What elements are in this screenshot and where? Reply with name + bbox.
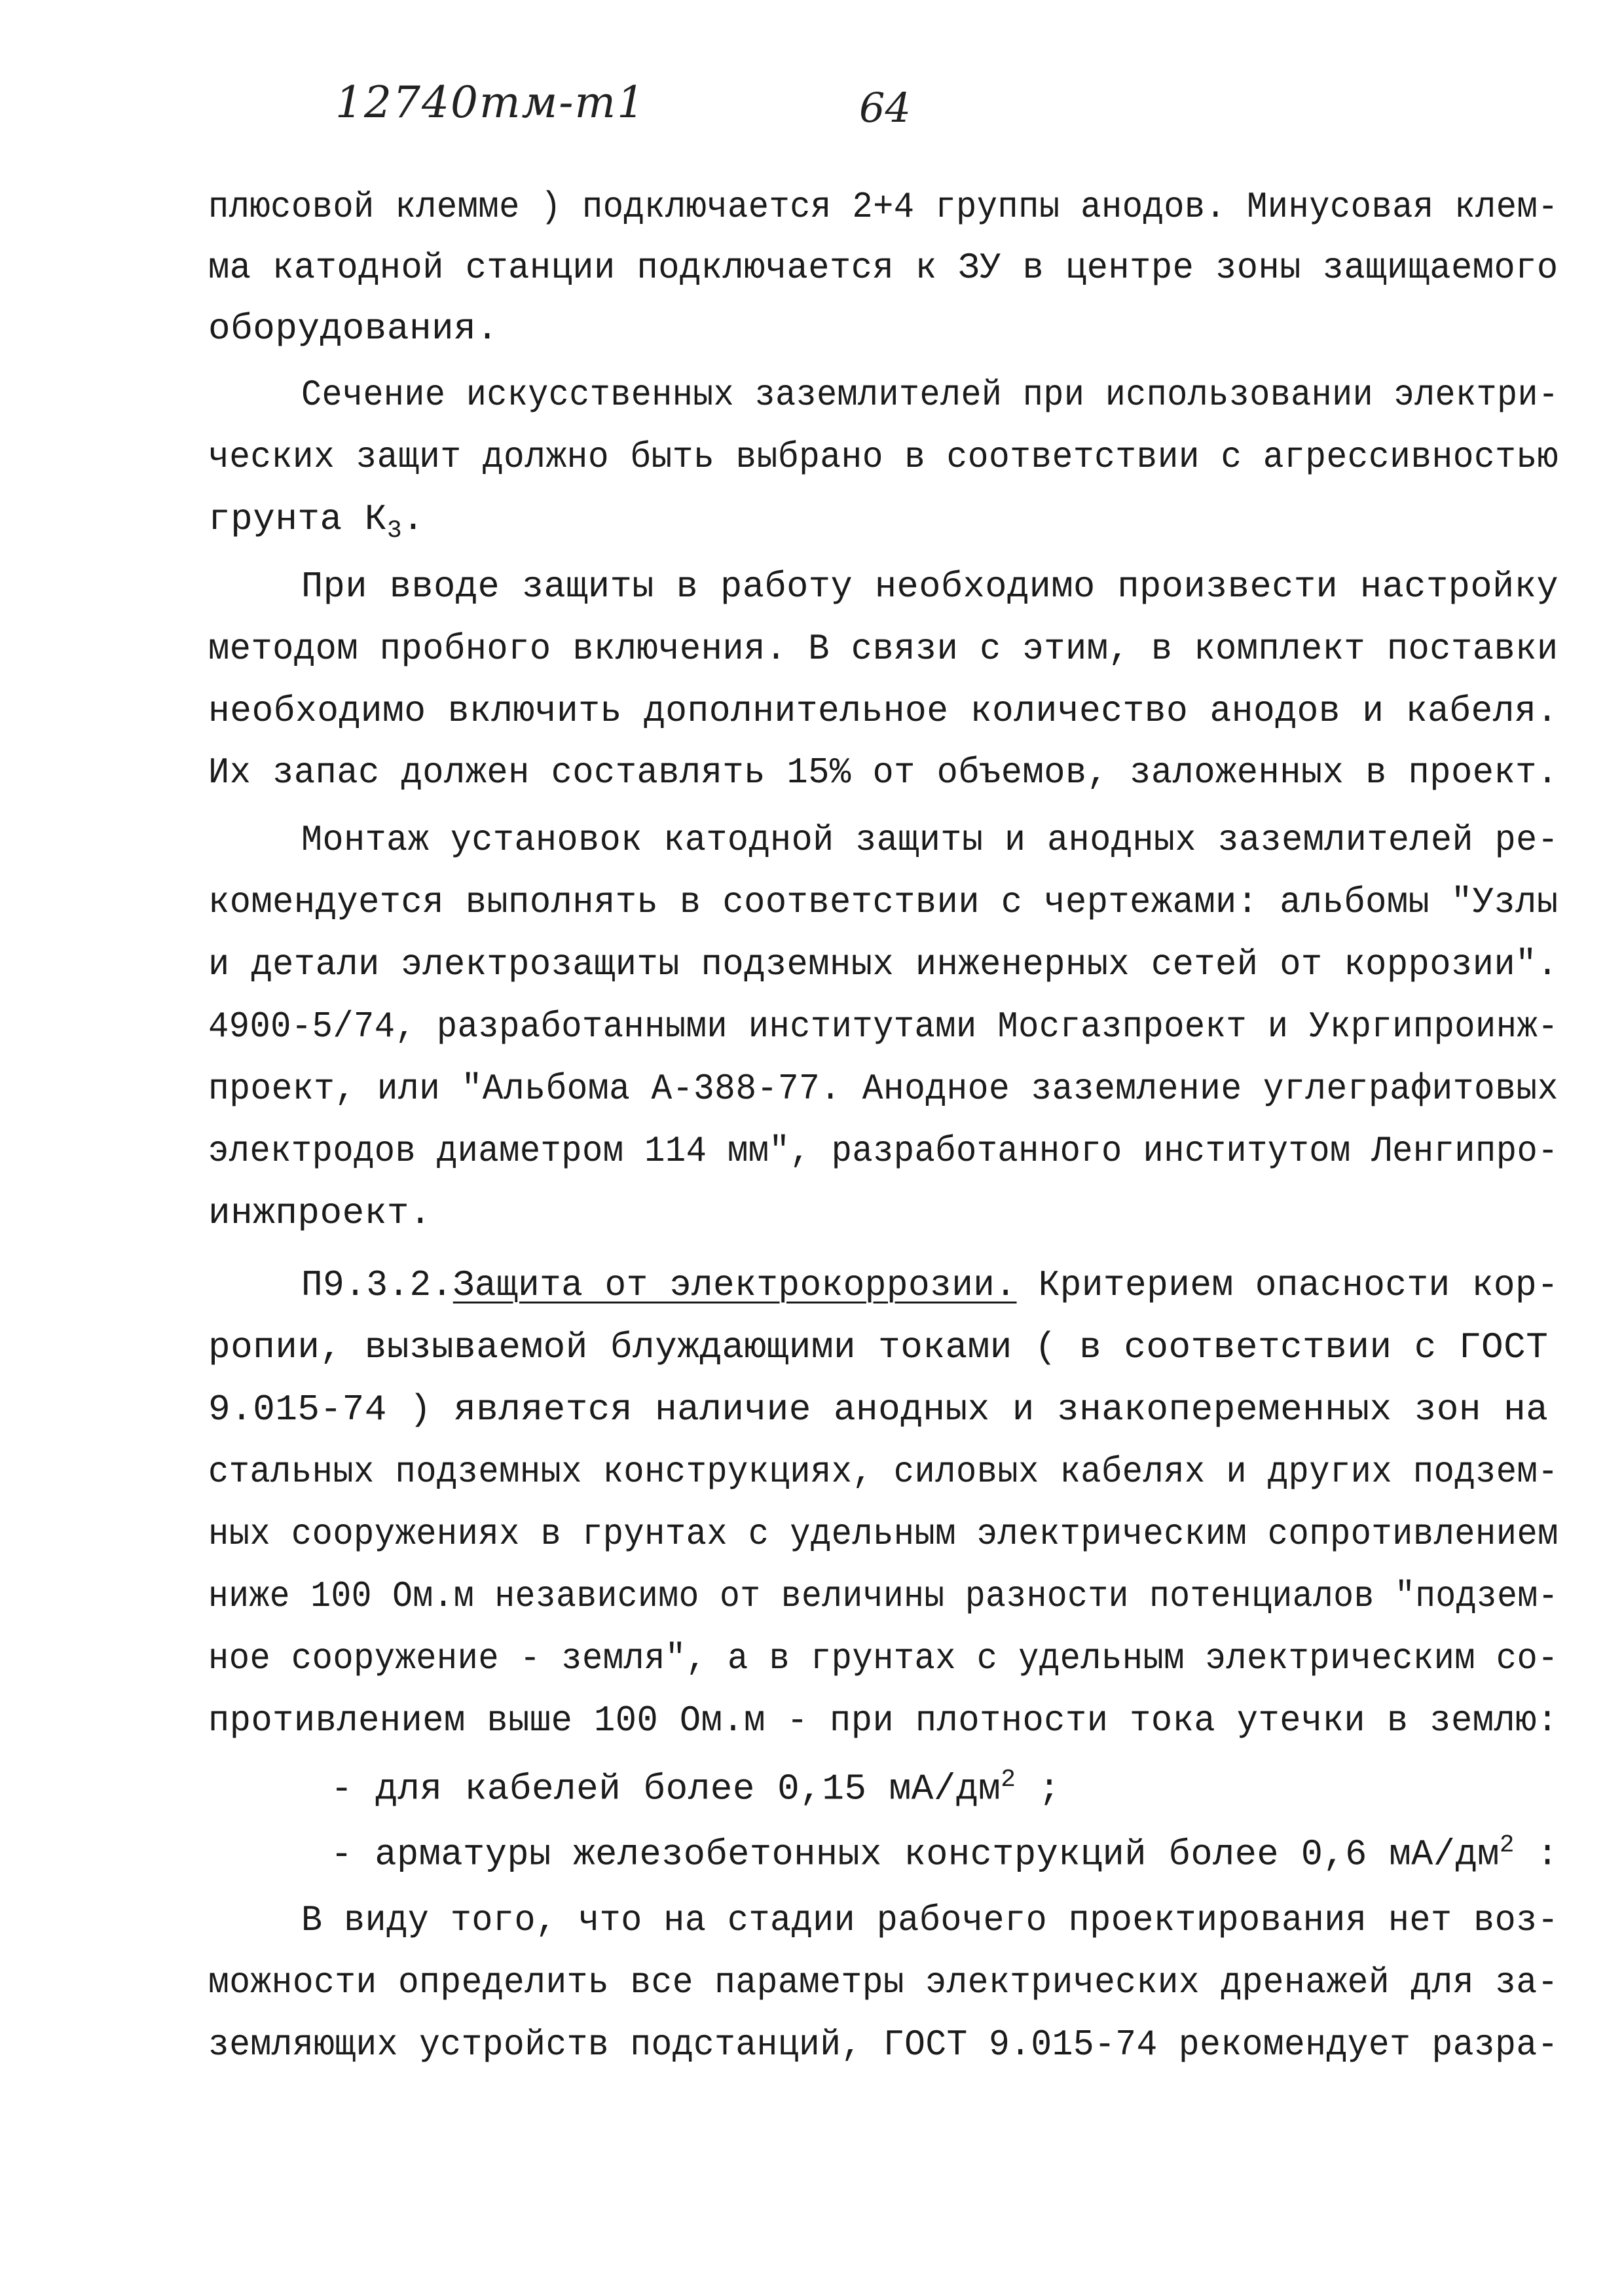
text-line: земляющих устройств подстанций, ГОСТ 9.015-74 рекомендует разра- — [208, 2024, 1559, 2066]
bullet-end: : — [1514, 1833, 1559, 1876]
text-line: можности определить все параметры электрических дренажей для за- — [208, 1961, 1559, 2003]
document-code: 12740тм-т1 — [335, 77, 646, 128]
text-line: необходимо включить дополнительное количество анодов и кабеля. — [208, 690, 1559, 732]
bullet-text: - арматуры железобетонных конструкций более 0,6 мА/дм — [331, 1833, 1500, 1876]
text-line: оборудования. — [208, 308, 499, 350]
section-number: П9.3.2. — [301, 1264, 453, 1306]
text-line: проект, или "Альбома А-388-77. Анодное заземление углеграфитовых — [208, 1068, 1559, 1110]
text-line: 4900-5/74, разработанными институтами Мосгазпроект и Укргипроинж- — [208, 1006, 1559, 1048]
bullet-text: - для кабелей более 0,15 мА/дм — [331, 1768, 1001, 1810]
text-line: и детали электрозащиты подземных инженерных сетей от коррозии". — [208, 943, 1559, 985]
text-line: противлением выше 100 Ом.м - при плотности тока утечки в землю: — [208, 1700, 1559, 1741]
text-line: комендуется выполнять в соответствии с чертежами: альбомы "Узлы — [208, 881, 1559, 923]
soil-coefficient-line — [208, 498, 425, 545]
text-line: Сечение искусственных заземлителей при использовании электри- — [301, 374, 1559, 416]
soil-prefix: грунта К — [208, 498, 387, 540]
section-rest: Критерием опасности кор- — [1016, 1264, 1559, 1306]
bullet-item — [331, 1768, 1061, 1808]
text-line: ма катодной станции подключается к ЗУ в центре зоны защищаемого — [208, 247, 1559, 289]
section-heading-line — [301, 1264, 1559, 1306]
text-line: Их запас должен составлять 15% от объемов, заложенных в проект. — [208, 752, 1559, 793]
text-line: методом пробного включения. В связи с этим, в комплект поставки — [208, 628, 1559, 670]
text-line: ропии, вызываемой блуждающими токами ( в соответствии с ГОСТ — [208, 1326, 1549, 1368]
text-line: плюсовой клемме ) подключается 2+4 группы анодов. Минусовая клем- — [208, 186, 1559, 228]
text-line: 9.015-74 ) является наличие анодных и знакопеременных зон на — [208, 1389, 1549, 1430]
text-line: В виду того, что на стадии рабочего проектирования нет воз- — [301, 1899, 1559, 1941]
text-line: ное сооружение - земля", а в грунтах с удельным электрическим со- — [208, 1637, 1559, 1679]
text-line: стальных подземных конструкциях, силовых кабелях и других подзем- — [208, 1451, 1559, 1493]
page-number: 64 — [859, 84, 911, 132]
text-line: ческих защит должно быть выбрано в соответствии с агрессивностью — [208, 436, 1559, 478]
text-line: ниже 100 Ом.м независимо от величины разности потенциалов "подзем- — [208, 1575, 1559, 1617]
text-line: ных сооружениях в грунтах с удельным электрическим сопротивлением — [208, 1513, 1559, 1555]
section-title: Защита от электрокоррозии. — [452, 1264, 1017, 1306]
soil-subscript: 3 — [386, 517, 403, 545]
bullet-superscript: 2 — [1499, 1831, 1515, 1859]
text-line: инжпроект. — [208, 1192, 432, 1234]
soil-suffix: . — [402, 498, 425, 540]
text-line: Монтаж установок катодной защиты и анодных заземлителей ре- — [301, 819, 1559, 861]
text-line: электродов диаметром 114 мм", разработанного институтом Ленгипро- — [208, 1130, 1559, 1172]
text-line: При вводе защиты в работу необходимо произвести настройку — [301, 566, 1559, 608]
bullet-item — [331, 1831, 1559, 1876]
bullet-superscript: 2 — [1001, 1766, 1016, 1794]
bullet-end: ; — [1016, 1768, 1061, 1810]
